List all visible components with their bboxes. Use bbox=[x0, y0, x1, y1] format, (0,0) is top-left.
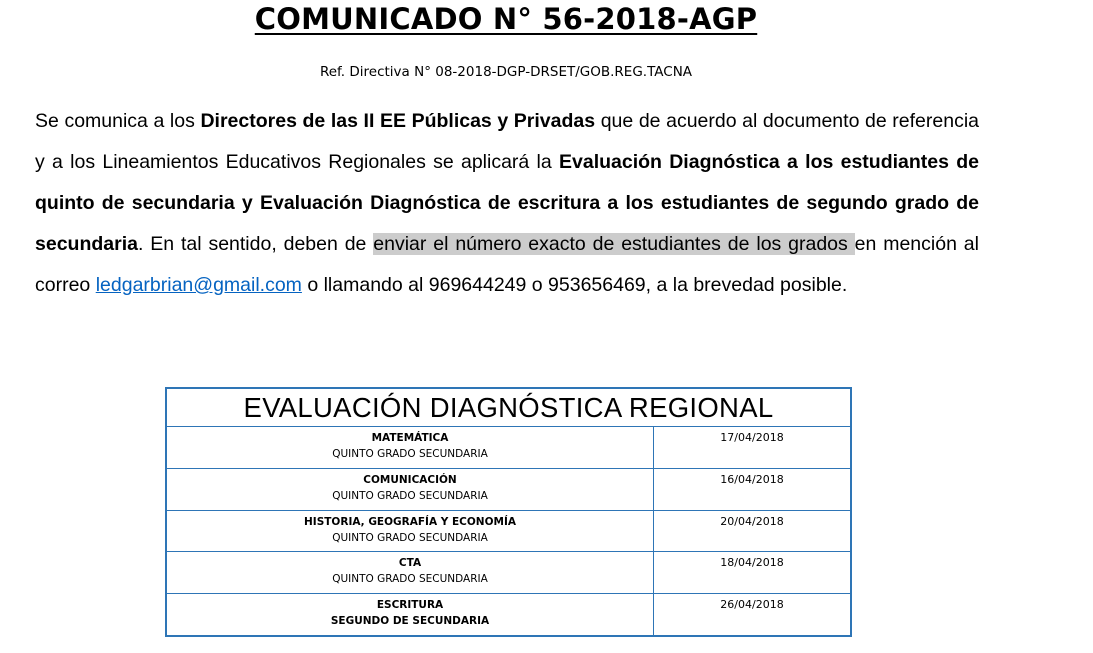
highlighted-text: enviar el número exacto de estudiantes de los grados bbox=[373, 233, 855, 255]
subject-cell bbox=[167, 427, 654, 468]
paragraph-text-4: en mención al correo bbox=[35, 233, 979, 296]
document-title bbox=[0, 2, 1012, 36]
table-header: EVALUACIÓN DIAGNÓSTICA REGIONAL bbox=[167, 389, 850, 427]
date-cell: 16/04/2018 bbox=[720, 472, 784, 486]
paragraph-bold-directors: Directores de las II EE Públicas y Privadas bbox=[200, 110, 596, 132]
date-cell: 18/04/2018 bbox=[720, 556, 784, 570]
subject-name: CTA bbox=[398, 557, 422, 570]
email-link[interactable]: ledgarbrian@gmail.com bbox=[95, 274, 302, 296]
date-cell: 17/04/2018 bbox=[720, 431, 784, 444]
evaluation-table bbox=[165, 387, 852, 637]
subject-name: ESCRITURA bbox=[376, 599, 444, 612]
subject-cell bbox=[167, 511, 654, 552]
paragraph-text-2: que de acuerdo al documento de referencia y a los Lineamientos Educativos Regionales se aplicará la bbox=[35, 110, 979, 173]
paragraph-bold-evaluation: Evaluación Diagnóstica a los estudiantes de quinto de secundaria y Evaluación Diagnóstica de escritura a los estudiantes de segundo grado de secundaria bbox=[35, 151, 979, 255]
table-row bbox=[167, 427, 850, 469]
paragraph-text-3: . En tal sentido, deben de bbox=[137, 233, 374, 255]
table-row bbox=[167, 552, 850, 594]
grade-name: QUINTO GRADO SECUNDARIA bbox=[332, 489, 488, 502]
subject-name: HISTORIA, GEOGRAFÍA Y ECONOMÍA bbox=[304, 515, 516, 528]
date-cell: 26/04/2018 bbox=[720, 598, 784, 612]
subject-cell bbox=[167, 469, 654, 510]
grade-name: QUINTO GRADO SECUNDARIA bbox=[332, 531, 488, 544]
table-row bbox=[167, 469, 850, 511]
table-row bbox=[167, 511, 850, 553]
subject-name: MATEMÁTICA bbox=[371, 432, 449, 444]
grade-name: SEGUNDO DE SECUNDARIA bbox=[330, 615, 490, 628]
subject-name: COMUNICACIÓN bbox=[363, 473, 457, 486]
table-row bbox=[167, 594, 850, 636]
grade-name: QUINTO GRADO SECUNDARIA bbox=[332, 448, 488, 460]
reference-line: Ref. Directiva N° 08-2018-DGP-DRSET/GOB.REG.TACNA bbox=[319, 64, 693, 80]
date-cell: 20/04/2018 bbox=[720, 514, 784, 528]
grade-name: QUINTO GRADO SECUNDARIA bbox=[332, 573, 488, 586]
paragraph-text-1: Se comunica a los bbox=[35, 110, 201, 132]
paragraph-text-5: o llamando al 969644249 o 953656469, a la brevedad posible. bbox=[301, 274, 848, 296]
subject-cell bbox=[167, 594, 654, 636]
subject-cell bbox=[167, 552, 654, 593]
body-paragraph bbox=[35, 101, 979, 306]
document-title-text: COMUNICADO N° 56-2018-AGP bbox=[254, 2, 758, 36]
